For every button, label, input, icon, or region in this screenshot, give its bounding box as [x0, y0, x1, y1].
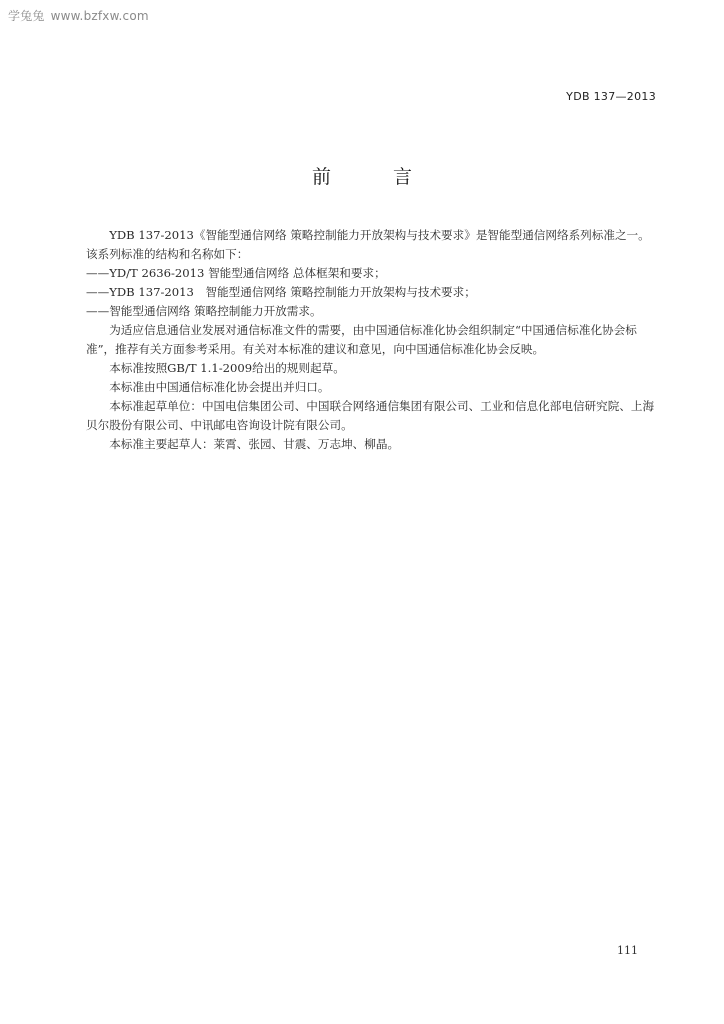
watermark-brand: 学兔兔: [8, 9, 45, 23]
document-body: [86, 226, 658, 454]
paragraph-drafters: 本标准主要起草人：莱霄、张园、甘震、万志坤、柳晶。: [109, 437, 400, 451]
page-title: 前 言: [311, 166, 441, 188]
watermark: [8, 7, 149, 24]
paragraph-drafting-units: 本标准起草单位：中国电信集团公司、中国联合网络通信集团有限公司、工业和信息化部电信研究院、上海贝尔股份有限公司、中讯邮电咨询设计院有限公司。: [86, 399, 655, 432]
standard-number: YDB 137—2013: [566, 90, 656, 103]
paragraph-intro: YDB 137-2013《智能型通信网络 策略控制能力开放架构与技术要求》是智能型通信网络系列标准之一。该系列标准的结构和名称如下：: [86, 228, 650, 261]
watermark-url: www.bzfxw.com: [50, 9, 149, 23]
list-item-part-1: ——YD/T 2636-2013 智能型通信网络 总体框架和要求；: [86, 266, 386, 280]
paragraph-purpose: 为适应信息通信业发展对通信标准文件的需要，由中国通信标准化协会组织制定“中国通信标准化协会标准”，推荐有关方面参考采用。有关对本标准的建议和意见，向中国通信标准化协会反映。: [86, 323, 637, 356]
page-number: 111: [617, 944, 638, 957]
list-item-part-3: ——智能型通信网络 策略控制能力开放需求。: [86, 304, 322, 318]
list-item-part-2: ——YDB 137-2013 智能型通信网络 策略控制能力开放架构与技术要求；: [86, 285, 476, 299]
paragraph-drafting-rules: 本标准按照GB/T 1.1-2009给出的规则起草。: [109, 361, 345, 375]
paragraph-proposer: 本标准由中国通信标准化协会提出并归口。: [109, 380, 330, 394]
